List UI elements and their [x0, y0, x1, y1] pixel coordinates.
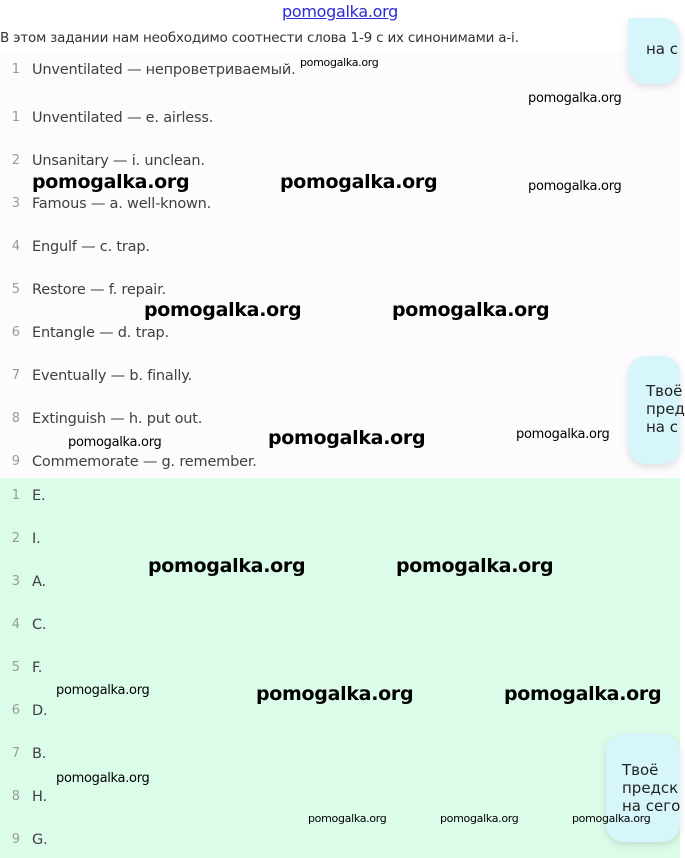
- line-number: 3: [11, 196, 20, 211]
- watermark: pomogalka.org: [396, 555, 554, 577]
- chat-bubble[interactable]: [628, 18, 680, 84]
- watermark: pomogalka.org: [32, 171, 190, 193]
- line-number: 3: [11, 574, 20, 589]
- line-text: Unsanitary — i. unclean.: [32, 153, 205, 169]
- watermark: pomogalka.org: [516, 427, 610, 442]
- answer-text: E.: [32, 488, 46, 504]
- line-number: 4: [11, 239, 20, 254]
- watermark: pomogalka.org: [572, 812, 651, 825]
- watermark: pomogalka.org: [68, 435, 162, 450]
- line-text: Engulf — c. trap.: [32, 239, 150, 255]
- chat-bubble-text: предск: [622, 779, 679, 797]
- line-number: 1: [11, 110, 20, 125]
- line-text: Entangle — d. trap.: [32, 325, 169, 341]
- watermark: pomogalka.org: [280, 171, 438, 193]
- line-text: Restore — f. repair.: [32, 282, 166, 298]
- answer-text: C.: [32, 617, 47, 633]
- line-text: Commemorate — g. remember.: [32, 454, 257, 470]
- line-number: 6: [11, 325, 20, 340]
- task-instruction: В этом задании нам необходимо соотнести слова 1-9 с их синонимами a-i.: [0, 30, 519, 46]
- line-number: 7: [11, 368, 20, 383]
- line-number: 1: [11, 62, 20, 77]
- line-number: 5: [11, 282, 20, 297]
- answer-text: I.: [32, 531, 41, 547]
- chat-bubble-text: на с: [646, 40, 679, 58]
- answer-text: H.: [32, 789, 47, 805]
- watermark: pomogalka.org: [528, 91, 622, 106]
- line-number: 8: [11, 411, 20, 426]
- answer-text: G.: [32, 832, 48, 848]
- chat-bubble-text: пред: [646, 400, 685, 418]
- line-number: 5: [11, 660, 20, 675]
- watermark: pomogalka.org: [440, 812, 519, 825]
- line-number: 2: [11, 153, 20, 168]
- line-number: 1: [11, 488, 20, 503]
- answer-text: A.: [32, 574, 46, 590]
- watermark: pomogalka.org: [504, 683, 662, 705]
- line-text: Unventilated — e. airless.: [32, 110, 214, 126]
- line-number: 7: [11, 746, 20, 761]
- line-number: 8: [11, 789, 20, 804]
- answer-text: F.: [32, 660, 43, 676]
- chat-bubble-text: Твоё: [646, 382, 683, 400]
- watermark: pomogalka.org: [528, 179, 622, 194]
- chat-bubble[interactable]: [628, 356, 685, 464]
- watermark: pomogalka.org: [144, 299, 302, 321]
- site-title-link[interactable]: pomogalka.org: [282, 2, 398, 21]
- answer-text: B.: [32, 746, 47, 762]
- line-number: 2: [11, 531, 20, 546]
- chat-bubble-text: на с: [646, 418, 679, 436]
- line-text: Unventilated — непроветриваемый.: [32, 62, 296, 78]
- watermark: pomogalka.org: [148, 555, 306, 577]
- line-text: Extinguish — h. put out.: [32, 411, 203, 427]
- line-text: Famous — a. well-known.: [32, 196, 212, 212]
- line-number: 9: [11, 832, 20, 847]
- chat-bubble-text: Твоё: [622, 761, 659, 779]
- line-number: 9: [11, 454, 20, 469]
- answer-text: D.: [32, 703, 48, 719]
- chat-bubble[interactable]: [606, 734, 680, 842]
- watermark: pomogalka.org: [56, 771, 150, 786]
- watermark: pomogalka.org: [256, 683, 414, 705]
- line-number: 4: [11, 617, 20, 632]
- chat-bubble-text: на сего: [622, 797, 681, 815]
- watermark: pomogalka.org: [392, 299, 550, 321]
- watermark: pomogalka.org: [308, 812, 387, 825]
- watermark: pomogalka.org: [300, 56, 379, 69]
- line-text: Eventually — b. finally.: [32, 368, 192, 384]
- line-number: 6: [11, 703, 20, 718]
- answers-section: [0, 478, 680, 858]
- watermark: pomogalka.org: [268, 427, 426, 449]
- watermark: pomogalka.org: [56, 683, 150, 698]
